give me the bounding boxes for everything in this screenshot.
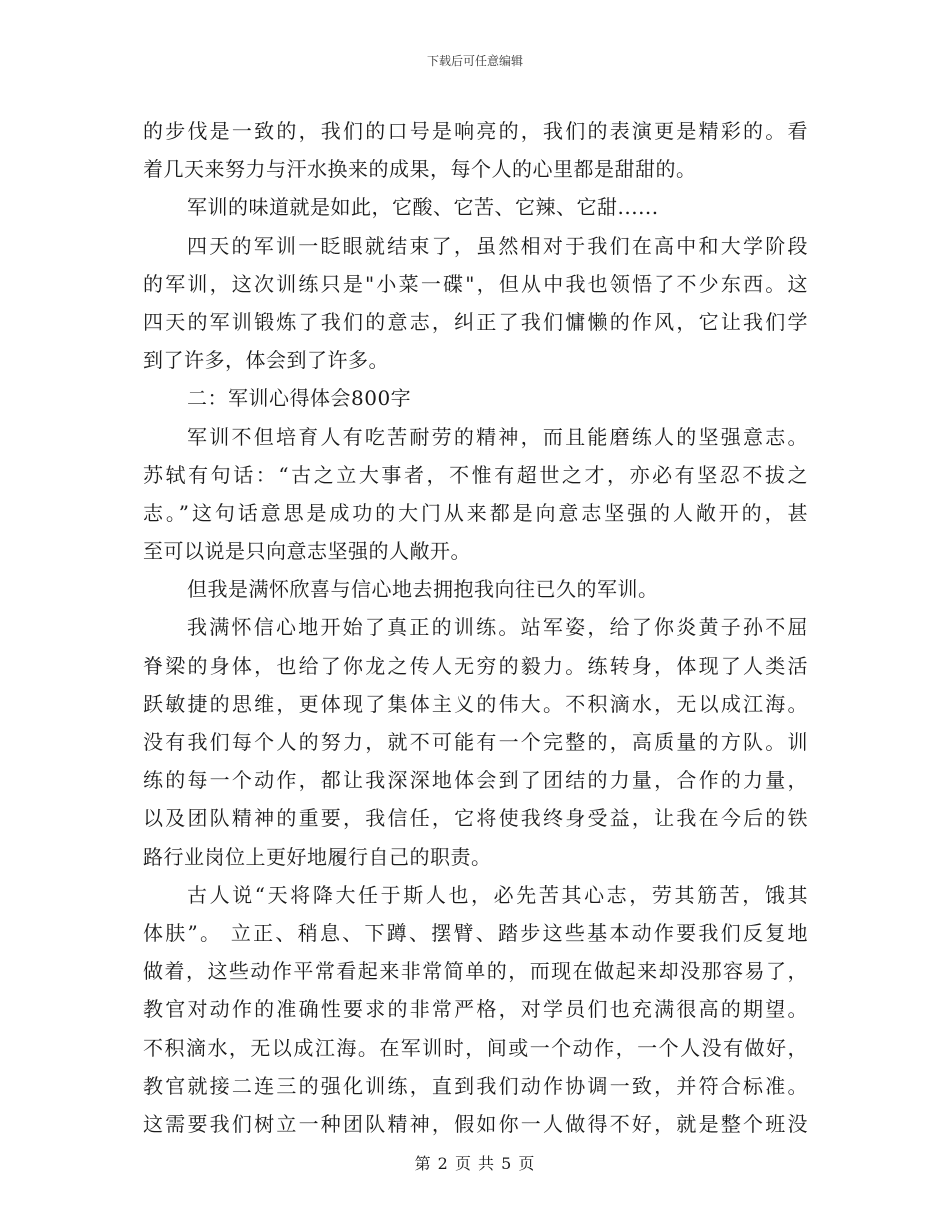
document-body bbox=[143, 112, 808, 1143]
text-line: 跃敏捷的思维，更体现了集体主义的伟大。不积滴水，无以成江海。 bbox=[143, 691, 808, 716]
text-line: 到了许多，体会到了许多。 bbox=[143, 348, 389, 373]
text-line: 教官就接二连三的强化训练，直到我们动作协调一致，并符合标准。 bbox=[143, 1073, 808, 1098]
text-line: 脊梁的身体，也给了你龙之传人无穷的毅力。练转身，体现了人类活 bbox=[143, 653, 808, 678]
text-line: 着几天来努力与汗水换来的成果，每个人的心里都是甜甜的。 bbox=[143, 157, 697, 182]
text-line: 苏轼有句话：“古之立大事者，不惟有超世之才，亦必有坚忍不拔之 bbox=[143, 462, 808, 487]
text-line: 的步伐是一致的，我们的口号是响亮的，我们的表演更是精彩的。看 bbox=[143, 119, 808, 143]
text-line: 没有我们每个人的努力，就不可能有一个完整的，高质量的方队。训 bbox=[143, 730, 808, 754]
text-line: 练的每一个动作，都让我深深地体会到了团结的力量，合作的力量， bbox=[143, 768, 808, 793]
text-line: 志。”这句话意思是成功的大门从来都是向意志坚强的人敞开的，甚 bbox=[143, 500, 808, 525]
text-line: 古人说“天将降大任于斯人也，必先苦其心志，劳其筋苦，饿其 bbox=[187, 882, 808, 907]
paragraph bbox=[143, 570, 808, 608]
text-line: 这需要我们树立一种团队精神，假如你一人做得不好，就是整个班没 bbox=[143, 1111, 808, 1136]
paragraph bbox=[143, 227, 808, 380]
page-header: 下载后可任意编辑 bbox=[426, 54, 523, 68]
paragraph bbox=[143, 112, 808, 188]
text-line: 至可以说是只向意志坚强的人敞开。 bbox=[143, 539, 471, 564]
paragraph bbox=[143, 876, 808, 1143]
text-line: 不积滴水，无以成江海。在军训时，间或一个动作，一个人没有做好， bbox=[143, 1035, 808, 1060]
text-line: 四天的军训锻炼了我们的意志，纠正了我们慵懒的作风，它让我们学 bbox=[143, 309, 808, 334]
text-line: 但我是满怀欣喜与信心地去拥抱我向往已久的军训。 bbox=[187, 577, 659, 602]
text-line: 军训的味道就是如此，它酸、它苦、它辣、它甜...... bbox=[187, 195, 659, 220]
text-line: 四天的军训一眨眼就结束了，虽然相对于我们在高中和大学阶段 bbox=[187, 233, 808, 258]
paragraph bbox=[143, 608, 808, 875]
text-line: 以及团队精神的重要，我信任，它将使我终身受益，让我在今后的铁 bbox=[143, 806, 808, 831]
text-line: 二：军训心得体会800字 bbox=[187, 386, 412, 411]
paragraph bbox=[143, 379, 808, 417]
text-line: 军训不但培育人有吃苦耐劳的精神，而且能磨练人的坚强意志。 bbox=[187, 424, 808, 449]
text-line: 的军训，这次训练只是"小菜一碟"，但从中我也领悟了不少东西。这 bbox=[143, 271, 808, 296]
text-line: 做着，这些动作平常看起来非常简单的，而现在做起来却没那容易了， bbox=[143, 959, 808, 984]
text-line: 路行业岗位上更好地履行自己的职责。 bbox=[143, 844, 492, 869]
text-line: 教官对动作的准确性要求的非常严格，对学员们也充满很高的期望。 bbox=[143, 997, 808, 1022]
paragraph bbox=[143, 418, 808, 571]
paragraph bbox=[143, 188, 808, 226]
text-line: 我满怀信心地开始了真正的训练。站军姿，给了你炎黄子孙不屈 bbox=[187, 615, 808, 640]
page-number: 第 2 页 共 5 页 bbox=[414, 1154, 536, 1173]
text-line: 体肤”。 立正、稍息、下蹲、摆臂、踏步这些基本动作要我们反复地 bbox=[143, 920, 808, 945]
